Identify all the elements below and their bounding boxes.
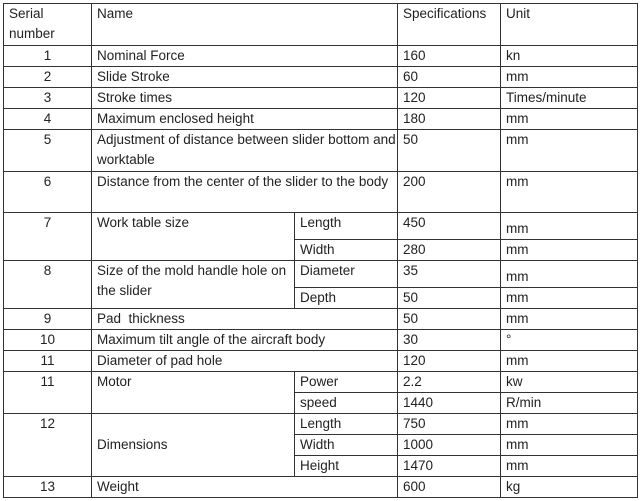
serial-cell: 7 [4, 213, 92, 261]
spec-cell: 200 [398, 172, 501, 213]
spec-cell: 120 [398, 88, 501, 109]
table-row [4, 67, 638, 88]
serial-cell: 1 [4, 46, 92, 67]
spec-cell: 160 [398, 46, 501, 67]
serial-cell: 11 [4, 351, 92, 372]
table-row [4, 309, 638, 330]
serial-cell: 10 [4, 330, 92, 351]
spec-cell: 1470 [398, 456, 501, 477]
unit-cell: mm [501, 435, 638, 456]
table-row [4, 46, 638, 67]
serial-cell: 6 [4, 172, 92, 213]
unit-cell: mm [501, 240, 638, 261]
sub-label-cell: Width [295, 435, 398, 456]
spec-cell: 50 [398, 309, 501, 330]
header-row [4, 4, 638, 46]
name-cell: Nominal Force [92, 46, 398, 67]
spec-cell: 50 [398, 288, 501, 309]
unit-cell: mm [501, 456, 638, 477]
unit-cell: mm [501, 414, 638, 435]
table-row [4, 88, 638, 109]
spec-cell: 50 [398, 130, 501, 172]
unit-cell: Times/minute [501, 88, 638, 109]
name-cell: Pad thickness [92, 309, 398, 330]
sub-label-cell: Width [295, 240, 398, 261]
serial-cell: 5 [4, 130, 92, 172]
unit-cell: mm [501, 109, 638, 130]
sub-label-cell: Length [295, 213, 398, 240]
name-cell: Maximum enclosed height [92, 109, 398, 130]
serial-cell: 12 [4, 414, 92, 477]
table-row [4, 330, 638, 351]
serial-cell: 2 [4, 67, 92, 88]
sub-label-cell: Length [295, 414, 398, 435]
unit-cell: kg [501, 477, 638, 498]
serial-cell: 9 [4, 309, 92, 330]
name-cell: Motor [92, 372, 295, 414]
spec-cell: 1000 [398, 435, 501, 456]
name-cell: Stroke times [92, 88, 398, 109]
name-cell: Weight [92, 477, 398, 498]
unit-cell: mm [501, 213, 638, 240]
unit-cell: kw [501, 372, 638, 393]
sub-label-cell: Height [295, 456, 398, 477]
sub-label-cell: Power [295, 372, 398, 393]
sub-label-cell: Diameter [295, 261, 398, 288]
spec-cell: 2.2 [398, 372, 501, 393]
spec-cell: 280 [398, 240, 501, 261]
name-cell: Slide Stroke [92, 67, 398, 88]
header-serial-number: Serial number [4, 4, 92, 46]
unit-cell: mm [501, 67, 638, 88]
serial-cell: 4 [4, 109, 92, 130]
table-row [4, 477, 638, 498]
table-row [4, 130, 638, 172]
name-cell: Dimensions [92, 414, 295, 477]
spec-cell: 120 [398, 351, 501, 372]
name-cell: Distance from the center of the slider to the body [92, 172, 398, 213]
header-unit: Unit [501, 4, 638, 46]
spec-cell: 600 [398, 477, 501, 498]
sub-label-cell: speed [295, 393, 398, 414]
table-row [4, 414, 638, 435]
table-row [4, 172, 638, 213]
spec-cell: 750 [398, 414, 501, 435]
header-name: Name [92, 4, 398, 46]
spec-cell: 35 [398, 261, 501, 288]
table-row [4, 372, 638, 393]
serial-cell: 11 [4, 372, 92, 414]
name-cell: Adjustment of distance between slider bottom and worktable [92, 130, 398, 172]
unit-cell: ° [501, 330, 638, 351]
table-row [4, 261, 638, 288]
name-cell: Maximum tilt angle of the aircraft body [92, 330, 398, 351]
unit-cell: mm [501, 261, 638, 288]
specifications-table [3, 3, 638, 498]
spec-cell: 450 [398, 213, 501, 240]
spec-cell: 180 [398, 109, 501, 130]
unit-cell: kn [501, 46, 638, 67]
spec-cell: 60 [398, 67, 501, 88]
name-cell: Work table size [92, 213, 295, 261]
unit-cell: mm [501, 172, 638, 213]
unit-cell: R/min [501, 393, 638, 414]
unit-cell: mm [501, 288, 638, 309]
spec-cell: 30 [398, 330, 501, 351]
table-row [4, 213, 638, 240]
sub-label-cell: Depth [295, 288, 398, 309]
unit-cell: mm [501, 351, 638, 372]
serial-cell: 3 [4, 88, 92, 109]
name-cell: Diameter of pad hole [92, 351, 398, 372]
header-specifications: Specifications [398, 4, 501, 46]
serial-cell: 13 [4, 477, 92, 498]
spec-cell: 1440 [398, 393, 501, 414]
unit-cell: mm [501, 130, 638, 172]
name-cell: Size of the mold handle hole on the slider [92, 261, 295, 309]
unit-cell: mm [501, 309, 638, 330]
table-row [4, 109, 638, 130]
serial-cell: 8 [4, 261, 92, 309]
table-row [4, 351, 638, 372]
